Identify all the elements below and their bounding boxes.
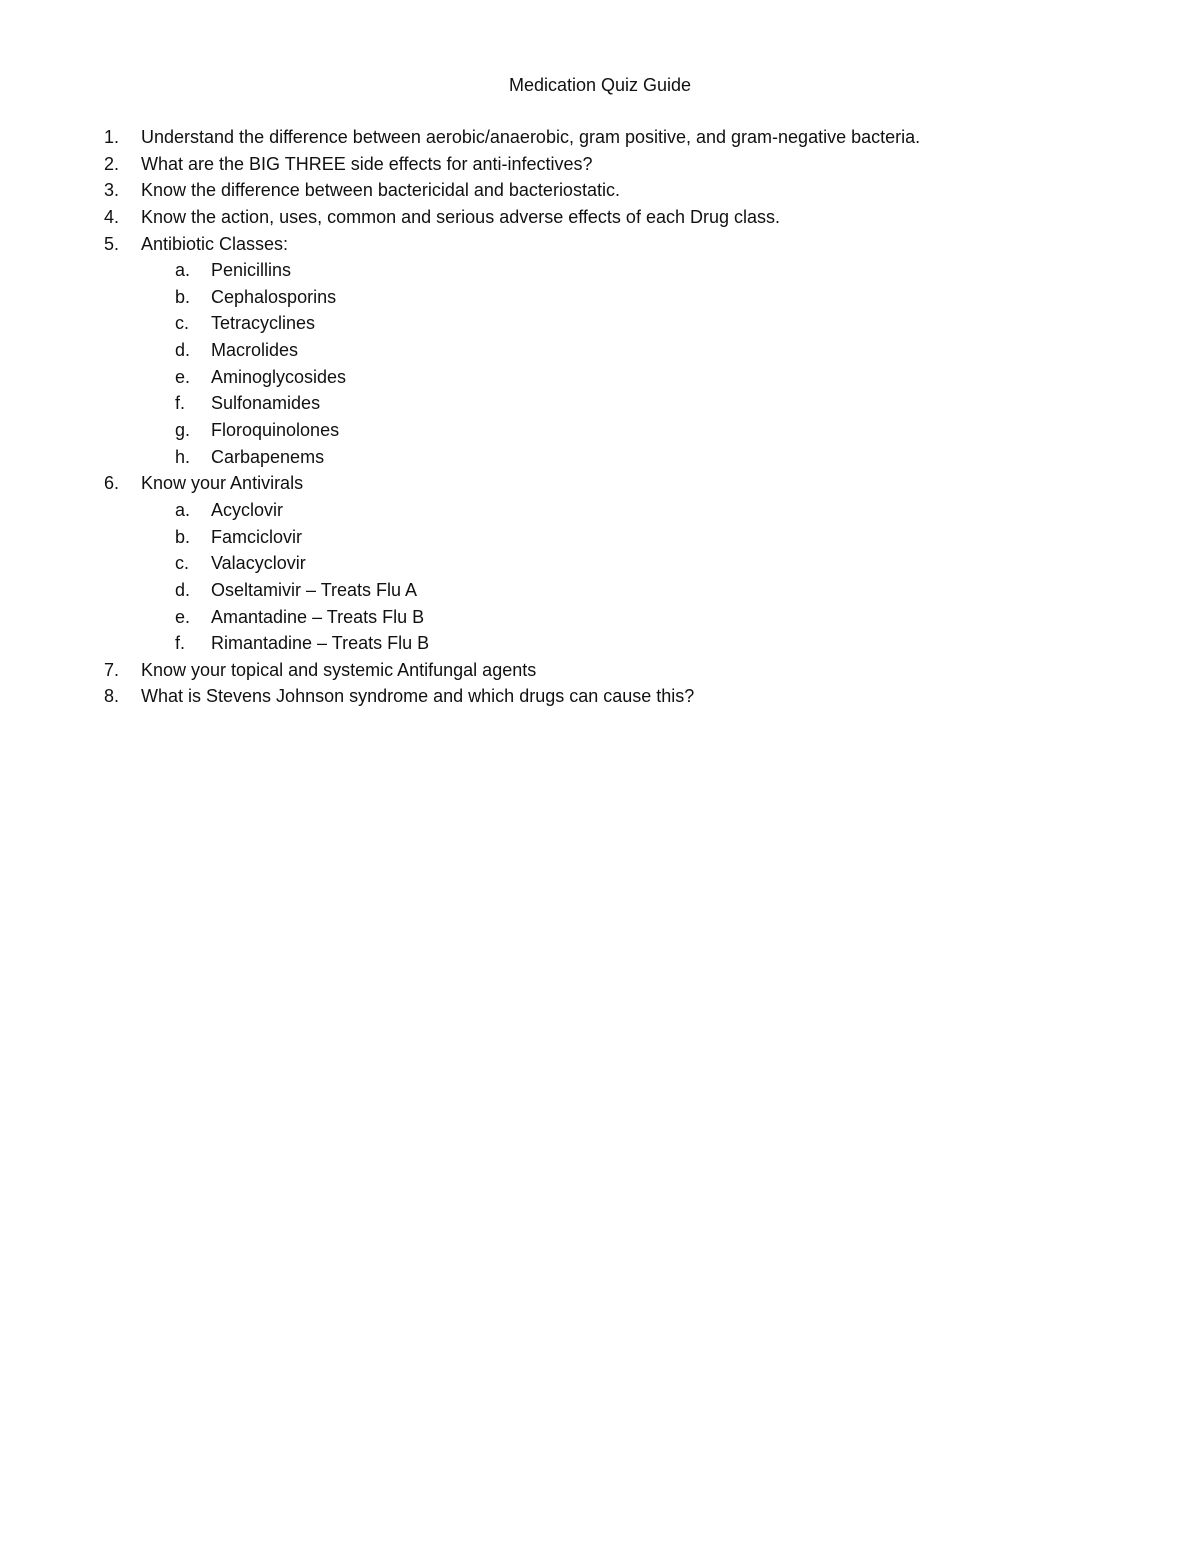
sub-item-text: Macrolides (211, 340, 299, 361)
sub-list-item (0, 577, 1200, 604)
item-number: 8. (104, 686, 120, 707)
sub-item-letter: d. (175, 340, 191, 361)
sub-item-letter: f. (175, 633, 186, 654)
sub-list-item (0, 604, 1200, 631)
sub-list-item (0, 257, 1200, 284)
sub-item-text: Tetracyclines (211, 313, 316, 334)
sub-item-text: Floroquinolones (211, 420, 340, 441)
sub-list-item (0, 310, 1200, 337)
list-item (0, 231, 1200, 258)
sub-item-text: Penicillins (211, 260, 292, 281)
sub-item-letter: c. (175, 313, 190, 334)
item-text: Know your Antivirals (141, 473, 304, 494)
item-number: 3. (104, 180, 120, 201)
sub-item-letter: c. (175, 553, 190, 574)
sub-list-item (0, 390, 1200, 417)
sub-list-item (0, 524, 1200, 551)
item-number: 5. (104, 233, 120, 254)
list-item (0, 124, 1200, 151)
item-number: 1. (104, 127, 120, 147)
sub-item-text: Oseltamivir – Treats Flu A (211, 579, 418, 600)
sub-item-letter: b. (175, 526, 191, 547)
item-text: Know the action, uses, common and serious adverse effects of each Drug class. (141, 206, 780, 227)
document-title: Medication Quiz Guide (508, 75, 692, 95)
item-text: What is Stevens Johnson syndrome and which drugs can cause this? (141, 686, 695, 707)
item-text: Understand the difference between aerobic/anaerobic, gram positive, and gram-negative bacteria. (141, 127, 921, 147)
sub-list-item (0, 497, 1200, 524)
item-text: What are the BIG THREE side effects for anti-infectives? (141, 153, 593, 174)
sub-list-item (0, 417, 1200, 444)
sub-list-item (0, 630, 1200, 657)
sub-item-text: Sulfonamides (211, 393, 321, 414)
sub-list-item (0, 550, 1200, 577)
sub-list-item (0, 284, 1200, 311)
sub-item-letter: b. (175, 286, 191, 307)
list-item (0, 683, 1200, 710)
sub-item-text: Aminoglycosides (211, 366, 347, 387)
sub-list-item (0, 444, 1200, 471)
sub-item-letter: e. (175, 606, 191, 627)
sub-list-item (0, 364, 1200, 391)
sub-item-letter: e. (175, 366, 191, 387)
sub-item-text: Acyclovir (211, 499, 284, 520)
list-item (0, 177, 1200, 204)
item-text: Antibiotic Classes: (141, 233, 289, 254)
sub-list-item (0, 337, 1200, 364)
sub-item-text: Amantadine – Treats Flu B (211, 606, 425, 627)
sub-item-letter: f. (175, 393, 186, 414)
list-item (0, 657, 1200, 684)
sub-item-letter: a. (175, 499, 191, 520)
item-number: 7. (104, 659, 120, 680)
sub-item-text: Carbapenems (211, 446, 325, 467)
sub-item-letter: a. (175, 260, 191, 281)
list-item (0, 204, 1200, 231)
list-item (0, 151, 1200, 178)
item-text: Know your topical and systemic Antifungal agents (141, 659, 537, 680)
item-number: 2. (104, 153, 120, 174)
sub-item-letter: h. (175, 446, 191, 467)
sub-item-letter: g. (175, 420, 191, 441)
sub-item-text: Famciclovir (211, 526, 303, 547)
sub-item-text: Valacyclovir (211, 553, 306, 574)
item-text: Know the difference between bactericidal and bacteriostatic. (141, 180, 620, 201)
list-item (0, 470, 1200, 497)
sub-item-text: Rimantadine – Treats Flu B (211, 633, 430, 654)
item-number: 4. (104, 206, 120, 227)
sub-item-letter: d. (175, 579, 191, 600)
sub-item-text: Cephalosporins (211, 286, 337, 307)
quiz-guide-list (0, 124, 1200, 710)
item-number: 6. (104, 473, 120, 494)
